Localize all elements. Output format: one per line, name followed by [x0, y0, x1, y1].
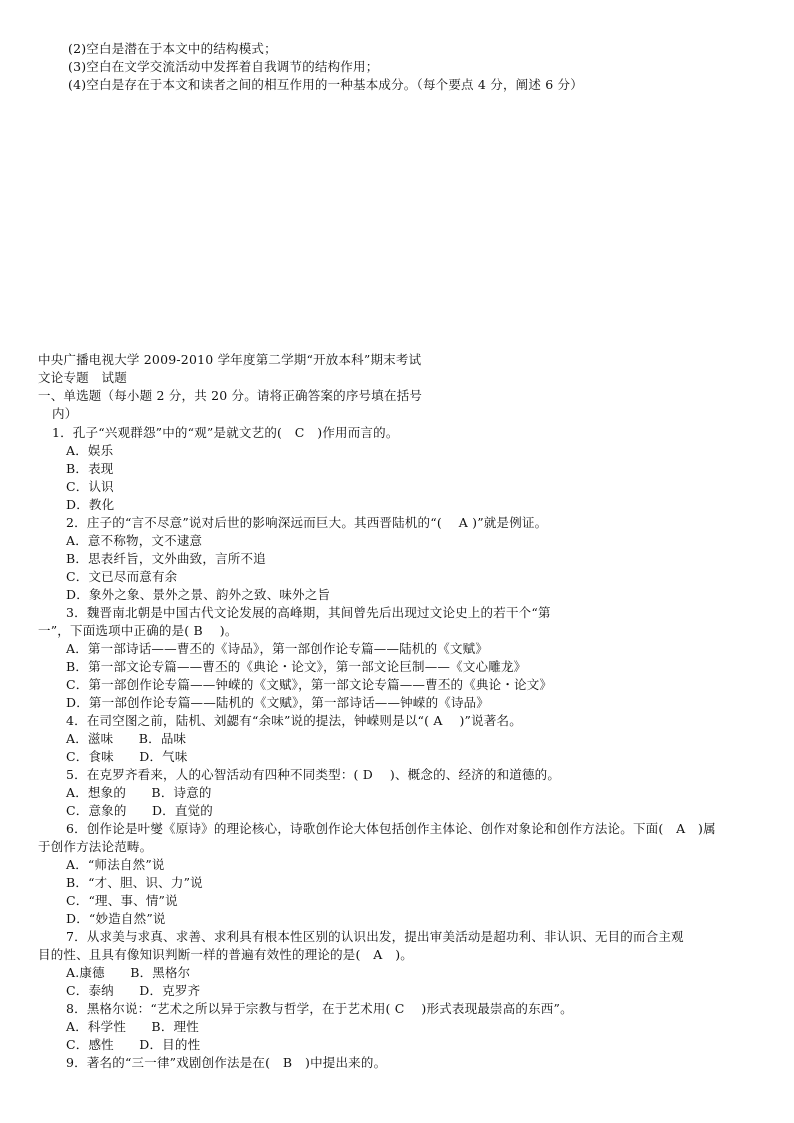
q8-stem: 8．黑格尔说：“艺术之所以异于宗教与哲学，在于艺术用( C )形式表现最崇高的东西”。: [66, 1001, 573, 1016]
q5-options-cd: C．意象的 D．直觉的: [66, 803, 213, 818]
q6-option-d: D．“妙造自然”说: [66, 911, 166, 926]
q3-stem: 3．魏晋南北朝是中国古代文论发展的高峰期，其间曾先后出现过文论史上的若干个“第: [66, 605, 551, 620]
q3-option-d: D．第一部创作论专篇——陆机的《文赋》，第一部诗话——钟嵘的《诗品》: [66, 695, 490, 710]
q6-option-a: A．“师法自然”说: [66, 857, 165, 872]
section-heading-cont: 内）: [52, 406, 78, 421]
q1-stem: 1．孔子“兴观群怨”中的“观”是就文艺的( C )作用而言的。: [52, 425, 399, 440]
section-heading: 一、单选题（每小题 2 分，共 20 分。请将正确答案的序号填在括号: [38, 388, 423, 403]
q2-option-d: D．象外之象、景外之景、韵外之致、味外之旨: [66, 587, 331, 602]
q8-options-cd: C．感性 D．目的性: [66, 1037, 201, 1052]
q5-stem: 5．在克罗齐看来，人的心智活动有四种不同类型：( D )、概念的、经济的和道德的。: [66, 767, 561, 782]
q9-stem: 9．著名的“三一律”戏剧创作法是在( B )中提出来的。: [66, 1055, 387, 1070]
q2-option-a: A．意不称物，文不逮意: [66, 533, 203, 548]
q2-option-c: C．文已尽而意有余: [66, 569, 178, 584]
q5-options-ab: A．想象的 B．诗意的: [66, 785, 212, 800]
q7-stem: 7．从求美与求真、求善、求利具有根本性区别的认识出发，提出审美活动是超功利、非认识、无目的而合主观: [66, 929, 684, 944]
q2-option-b: B．思表纤旨，文外曲致，言所不追: [66, 551, 266, 566]
top-point-3: (3)空白在文学交流活动中发挥着自我调节的结构作用；: [68, 59, 379, 74]
q3-stem-cont: 一”，下面选项中正确的是( B )。: [38, 623, 238, 638]
q1-option-a: A．娱乐: [66, 443, 114, 458]
q4-options-ab: A．滋味 B．品味: [66, 731, 187, 746]
q6-option-c: C．“理、事、情”说: [66, 893, 178, 908]
exam-title: 中央广播电视大学 2009-2010 学年度第二学期“开放本科”期末考试: [38, 352, 422, 367]
q7-options-cd: C．泰纳 D．克罗齐: [66, 983, 201, 998]
q6-stem: 6．创作论是叶燮《原诗》的理论核心，诗歌创作论大体包括创作主体论、创作对象论和创作方法论。下面( A )属: [66, 821, 716, 836]
q4-options-cd: C．食味 D．气味: [66, 749, 188, 764]
q8-options-ab: A．科学性 B．理性: [66, 1019, 199, 1034]
q6-option-b: B．“才、胆、识、力”说: [66, 875, 203, 890]
q2-stem: 2．庄子的“言不尽意”说对后世的影响深远而巨大。其西晋陆机的“( A )”就是例证。: [66, 515, 548, 530]
q3-option-c: C．第一部创作论专篇——钟嵘的《文赋》，第一部文论专篇——曹丕的《典论・论文》: [66, 677, 553, 692]
q4-stem: 4．在司空图之前，陆机、刘勰有“余味”说的提法，钟嵘则是以“( A )”说著名。: [66, 713, 522, 728]
q1-option-d: D．教化: [66, 497, 115, 512]
q3-option-b: B．第一部文论专篇——曹丕的《典论・论文》，第一部文论巨制——《文心雕龙》: [66, 659, 527, 674]
top-point-2: (2)空白是潜在于本文中的结构模式；: [68, 41, 277, 56]
q1-option-c: C．认识: [66, 479, 114, 494]
q1-option-b: B．表现: [66, 461, 114, 476]
q7-stem-cont: 目的性、且具有像知识判断一样的普遍有效性的理论的是( A )。: [38, 947, 413, 962]
q3-option-a: A．第一部诗话——曹丕的《诗品》，第一部创作论专篇——陆机的《文赋》: [66, 641, 489, 656]
q7-options-ab: A.康德 B．黑格尔: [66, 965, 191, 980]
top-point-4: (4)空白是存在于本文和读者之间的相互作用的一种基本成分。（每个要点 4 分，阐述 6 分）: [68, 77, 583, 92]
q6-stem-cont: 于创作方法论范畴。: [38, 839, 153, 854]
exam-subtitle: 文论专题 试题: [38, 370, 127, 385]
